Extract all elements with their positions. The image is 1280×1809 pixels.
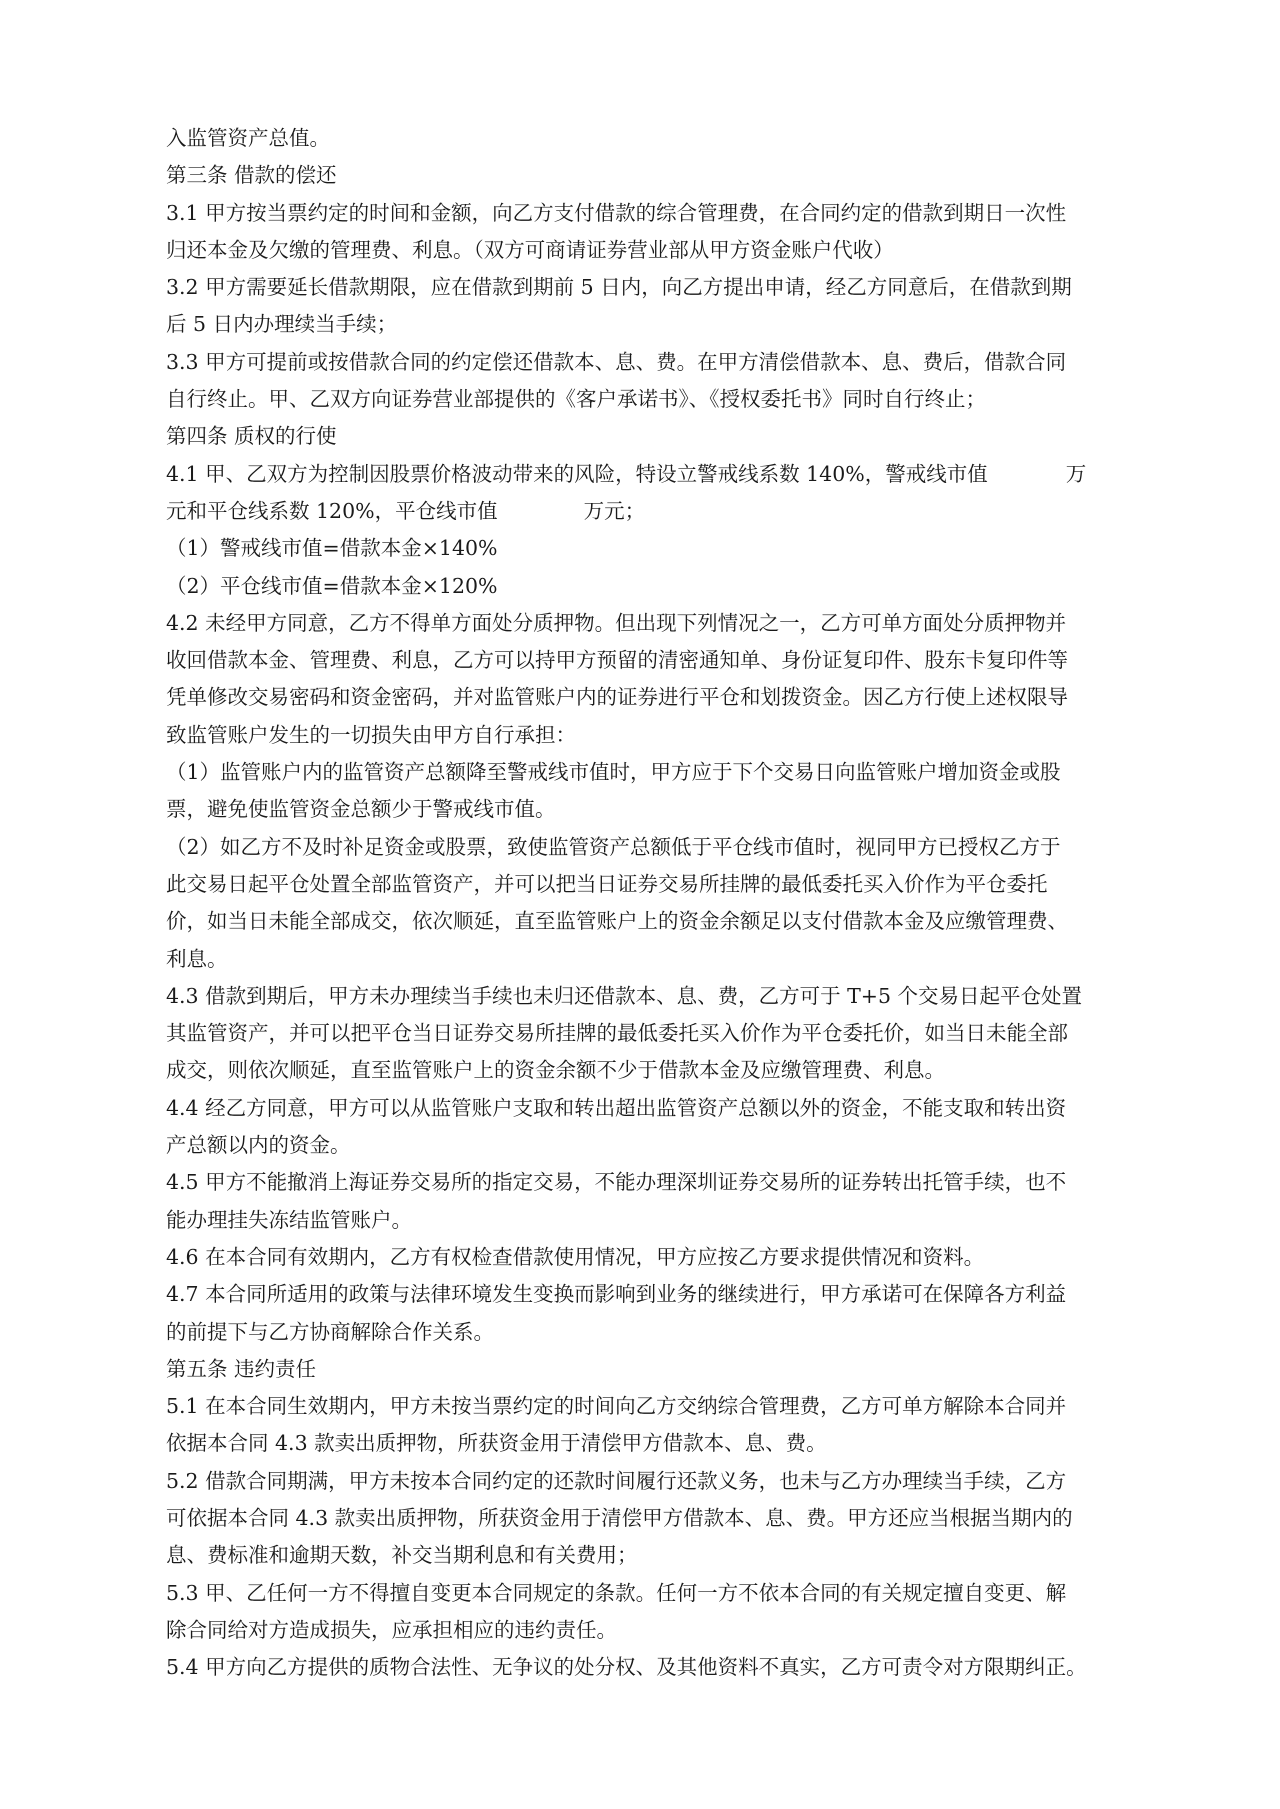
contract-page (166, 120, 1164, 1686)
clause-3-3: 3.3 甲方可提前或按借款合同的约定偿还借款本、息、费。在甲方清偿借款本、息、费后，借款合同 (166, 349, 1067, 374)
text-line: 此交易日起平仓处置全部监管资产，并可以把当日证券交易所挂牌的最低委托买入价作为平仓委托 (166, 871, 1048, 896)
clause-3-1: 3.1 甲方按当票约定的时间和金额，向乙方支付借款的综合管理费，在合同约定的借款到期日一次性 (166, 200, 1067, 225)
warning-formula: （1）警戒线市值=借款本金×140% (166, 536, 498, 561)
article-4-heading: 第四条 质权的行使 (166, 424, 337, 449)
clause-5-1: 5.1 在本合同生效期内，甲方未按当票约定的时间向乙方交纳综合管理费，乙方可单方解除本合同并 (166, 1394, 1067, 1419)
liquidation-text: 元和平仓线系数 120%，平仓线市值 (166, 498, 498, 523)
article-3-heading: 第三条 借款的偿还 (166, 163, 337, 188)
clause-4-6: 4.6 在本合同有效期内，乙方有权检查借款使用情况，甲方应按乙方要求提供情况和资料。 (166, 1244, 985, 1269)
warning-value-blank (988, 456, 1066, 493)
clause-4-4: 4.4 经乙方同意，甲方可以从监管账户支取和转出超出监管资产总额以外的资金，不能支取和转出资 (166, 1095, 1067, 1120)
text-line: 成交，则依次顺延，直至监管账户上的资金余额不少于借款本金及应缴管理费、利息。 (166, 1058, 945, 1083)
clause-4-1 (166, 456, 1164, 493)
clause-4-3: 4.3 借款到期后，甲方未办理续当手续也未归还借款本、息、费，乙方可于 T+5 个交易日起平仓处置 (166, 983, 1083, 1008)
clause-4-5: 4.5 甲方不能撤消上海证券交易所的指定交易，不能办理深圳证券交易所的证券转出托管手续，也不 (166, 1170, 1067, 1195)
text-line: 息、费标准和逾期天数，补交当期利息和有关费用； (166, 1543, 638, 1568)
text-line (166, 493, 1164, 530)
item-2: （2）如乙方不及时补足资金或股票，致使监管资产总额低于平仓线市值时，视同甲方已授权乙方于 (166, 834, 1061, 859)
clause-3-2: 3.2 甲方需要延长借款期限，应在借款到期前 5 日内，向乙方提出申请，经乙方同意后，在借款到期 (166, 275, 1072, 300)
clause-4-7: 4.7 本合同所适用的政策与法律环境发生变换而影响到业务的继续进行，甲方承诺可在保障各方利益 (166, 1282, 1067, 1307)
clause-5-4: 5.4 甲方向乙方提供的质物合法性、无争议的处分权、及其他资料不真实，乙方可责令对方限期纠正。 (166, 1655, 1087, 1680)
clause-4-1-unit: 万 (1065, 461, 1087, 486)
text-line: 凭单修改交易密码和资金密码，并对监管账户内的证券进行平仓和划拨资金。因乙方行使上述权限导 (166, 685, 1068, 710)
text-line: 票，避免使监管资金总额少于警戒线市值。 (166, 797, 556, 822)
text-line: 价，如当日未能全部成交，依次顺延，直至监管账户上的资金余额足以支付借款本金及应缴管理费、 (166, 909, 1068, 934)
text-line: 入监管资产总值。 (166, 126, 330, 150)
text-line: 能办理挂失冻结监管账户。 (166, 1207, 412, 1232)
text-line: 后 5 日内办理续当手续； (166, 312, 398, 337)
liquidation-value-blank (498, 493, 584, 530)
text-line: 依据本合同 4.3 款卖出质押物，所获资金用于清偿甲方借款本、息、费。 (166, 1431, 827, 1456)
text-line: 收回借款本金、管理费、利息，乙方可以持甲方预留的清密通知单、身份证复印件、股东卡复印件等 (166, 648, 1068, 673)
clause-5-2: 5.2 借款合同期满，甲方未按本合同约定的还款时间履行还款义务，也未与乙方办理续当手续，乙方 (166, 1468, 1067, 1493)
text-line: 产总额以内的资金。 (166, 1133, 351, 1158)
liquidation-formula: （2）平仓线市值=借款本金×120% (166, 573, 498, 598)
item-1: （1）监管账户内的监管资产总额降至警戒线市值时，甲方应于下个交易日向监管账户增加资金或股 (166, 760, 1061, 785)
text-line: 利息。 (166, 946, 228, 971)
article-5-heading: 第五条 违约责任 (166, 1356, 317, 1381)
text-line: 归还本金及欠缴的管理费、利息。（双方可商请证券营业部从甲方资金账户代收） (166, 237, 894, 262)
clause-5-3: 5.3 甲、乙任何一方不得擅自变更本合同规定的条款。任何一方不依本合同的有关规定擅自变更、解 (166, 1580, 1067, 1605)
text-line: 致监管账户发生的一切损失由甲方自行承担： (166, 722, 576, 747)
clause-4-2: 4.2 未经甲方同意，乙方不得单方面处分质押物。但出现下列情况之一，乙方可单方面处分质押物并 (166, 610, 1067, 635)
clause-4-1-text: 4.1 甲、乙双方为控制因股票价格波动带来的风险，特设立警戒线系数 140%，警戒线市值 (166, 461, 988, 486)
text-line: 除合同给对方造成损失，应承担相应的违约责任。 (166, 1617, 617, 1642)
text-line: 自行终止。甲、乙双方向证券营业部提供的《客户承诺书》、《授权委托书》同时自行终止； (166, 387, 986, 412)
text-line: 可依据本合同 4.3 款卖出质押物，所获资金用于清偿甲方借款本、息、费。甲方还应当根据当期内的 (166, 1505, 1073, 1530)
text-line: 其监管资产，并可以把平仓当日证券交易所挂牌的最低委托买入价作为平仓委托价，如当日未能全部 (166, 1021, 1068, 1046)
liquidation-unit: 万元； (583, 498, 646, 523)
text-line: 的前提下与乙方协商解除合作关系。 (166, 1319, 494, 1344)
